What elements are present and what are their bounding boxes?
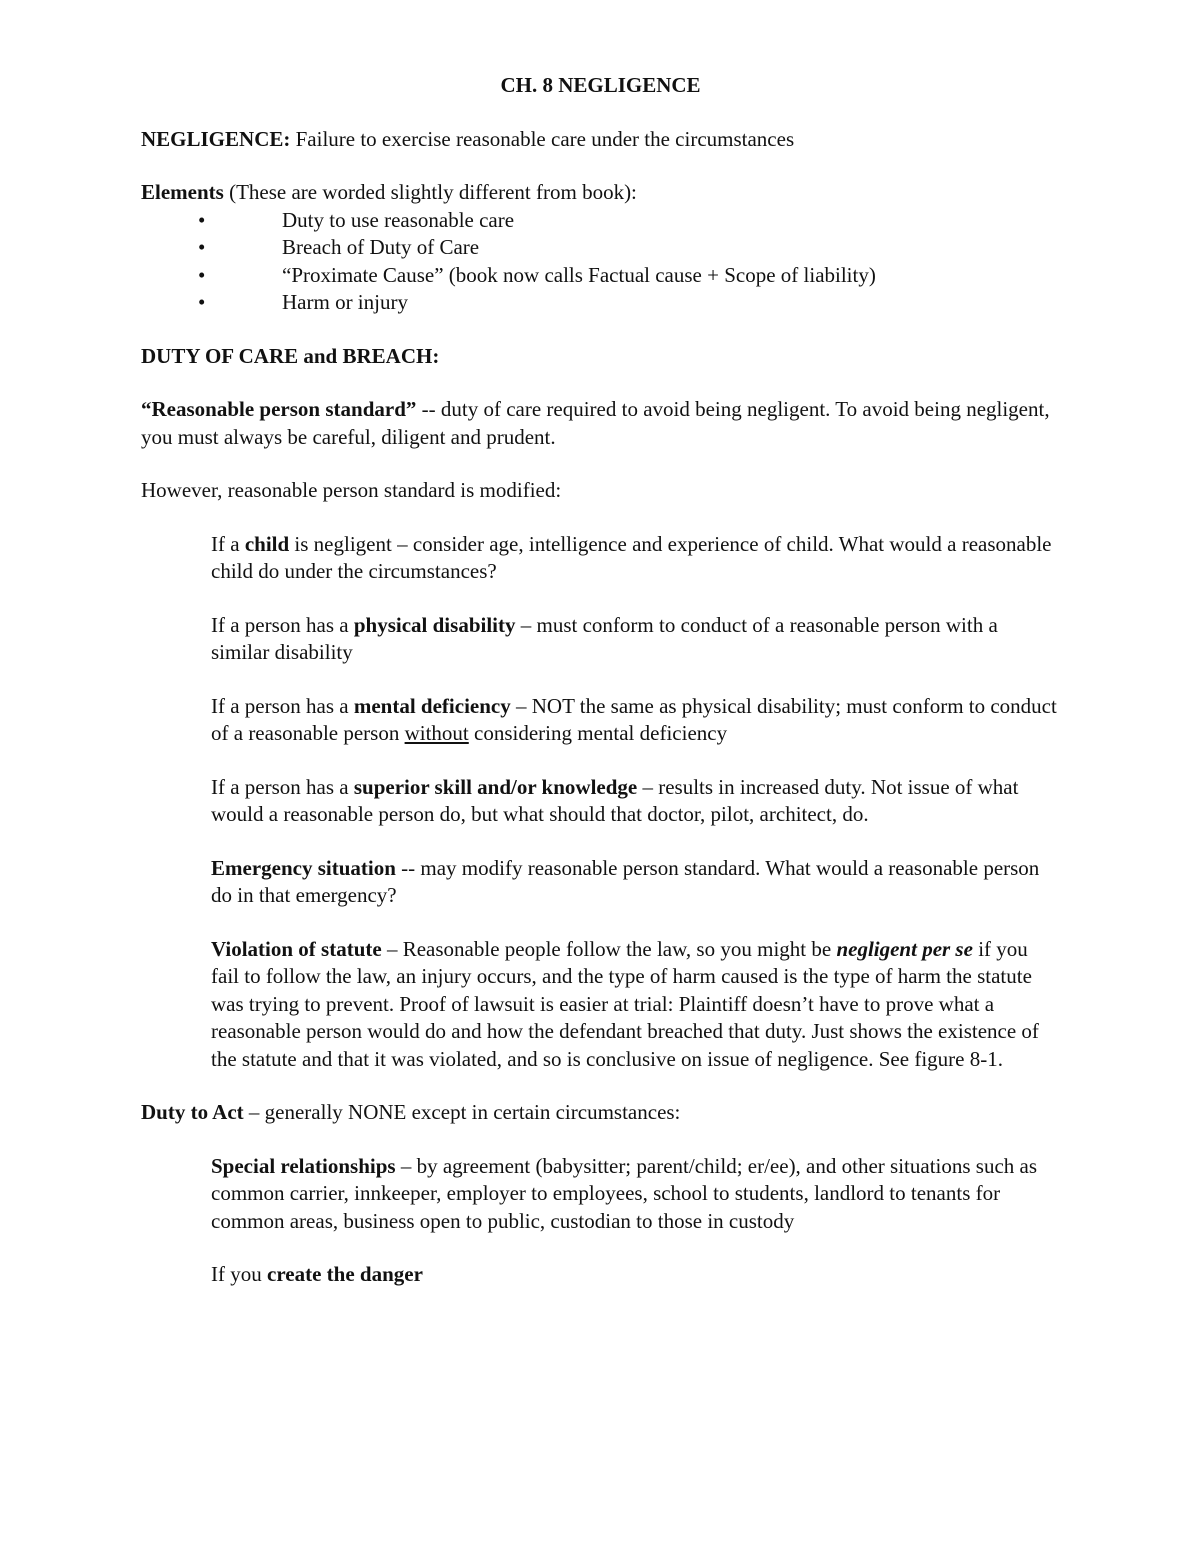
superior-skill-paragraph <box>211 774 1060 829</box>
mental-underlined: without <box>404 721 469 745</box>
special-relationships-paragraph <box>211 1153 1060 1236</box>
reasonable-person-paragraph <box>141 396 1060 451</box>
superior-post: – results in increased duty. Not issue of what would a reasonable person do, but what should that doctor, pilot, architect, do. <box>211 774 1019 826</box>
mental-mid: – NOT the same as physical disability; must conform to conduct of a reasonable person <box>211 693 1057 745</box>
definition-term: NEGLIGENCE: <box>141 126 291 151</box>
list-item-text: Breach of Duty of Care <box>282 235 480 259</box>
mental-post: considering mental deficiency <box>468 721 728 745</box>
superior-term: superior skill and/or knowledge <box>353 774 638 799</box>
list-item <box>141 234 1060 262</box>
emergency-post: -- may modify reasonable person standard. What would a reasonable person do in that emergency? <box>211 855 1040 907</box>
emergency-paragraph <box>211 855 1060 910</box>
mental-deficiency-paragraph <box>211 693 1060 748</box>
list-item-text: Harm or injury <box>282 290 408 314</box>
elements-note: (These are worded slightly different from book): <box>223 180 637 204</box>
section-heading-duty: DUTY OF CARE and BREACH: <box>141 343 440 368</box>
elements-list <box>141 207 1060 317</box>
statute-paragraph <box>211 936 1060 1074</box>
danger-term: create the danger <box>267 1262 423 1286</box>
list-item <box>141 207 1060 235</box>
superior-pre: If a person has a <box>211 774 354 799</box>
statute-post: if you fail to follow the law, an injury occurs, and the type of harm caused is the type of harm the statute was trying to prevent. Proof of lawsuit is easier at trial: Plaintiff doesn’t have to prove what a reasonable person would do and how the defendant breached that duty. Just shows the existence of the statute and that it was violated, and so is conclusive on issue of negligence. See figure 8-1. <box>211 936 1039 1071</box>
physical-pre: If a person has a <box>211 612 354 637</box>
child-paragraph <box>211 531 1060 586</box>
page-title: CH. 8 NEGLIGENCE <box>500 73 701 97</box>
danger-pre: If you <box>211 1262 267 1286</box>
emergency-term: Emergency situation <box>211 855 396 880</box>
elements-term: Elements <box>141 180 224 204</box>
definition-text: Failure to exercise reasonable care under the circumstances <box>290 126 795 151</box>
bullet-icon: • <box>198 235 206 259</box>
child-term: child <box>244 531 290 556</box>
child-post: is negligent – consider age, intelligence and experience of child. What would a reasonable child do under the circumstances? <box>211 531 1052 583</box>
modified-intro: However, reasonable person standard is modified: <box>141 478 562 502</box>
special-term: Special relationships <box>211 1153 396 1178</box>
list-item-text: Duty to use reasonable care <box>282 207 515 232</box>
statute-pre: – Reasonable people follow the law, so you might be <box>381 936 837 961</box>
create-danger-paragraph <box>211 1261 1060 1289</box>
mental-term: mental deficiency <box>353 693 511 718</box>
list-item-text: “Proximate Cause” (book now calls Factual cause + Scope of liability) <box>282 262 876 287</box>
negligence-definition <box>141 126 1060 154</box>
bullet-icon: • <box>198 207 206 232</box>
elements-heading <box>141 179 1060 207</box>
mental-pre: If a person has a <box>211 693 354 718</box>
bullet-icon: • <box>198 262 206 287</box>
physical-term: physical disability <box>353 612 516 637</box>
duty-to-act-paragraph <box>141 1099 1060 1127</box>
rps-term: “Reasonable person standard” <box>141 397 417 421</box>
physical-post: – must conform to conduct of a reasonable person with a similar disability <box>211 612 998 664</box>
duty-to-act-term: Duty to Act <box>141 1100 244 1124</box>
list-item <box>141 289 1060 317</box>
rps-text: -- duty of care required to avoid being negligent. To avoid being negligent, you must always be careful, diligent and prudent. <box>141 397 1050 449</box>
bullet-icon: • <box>198 290 206 314</box>
physical-disability-paragraph <box>211 612 1060 667</box>
child-pre: If a <box>211 531 245 556</box>
special-post: – by agreement (babysitter; parent/child; er/ee), and other situations such as common carrier, innkeeper, employer to employees, school to students, landlord to tenants for common areas, business open to public, custodian to those in custody <box>211 1153 1038 1233</box>
statute-term: Violation of statute <box>211 936 382 961</box>
duty-to-act-text: – generally NONE except in certain circumstances: <box>243 1100 681 1124</box>
list-item <box>141 262 1060 290</box>
statute-emphasis: negligent per se <box>836 936 973 961</box>
